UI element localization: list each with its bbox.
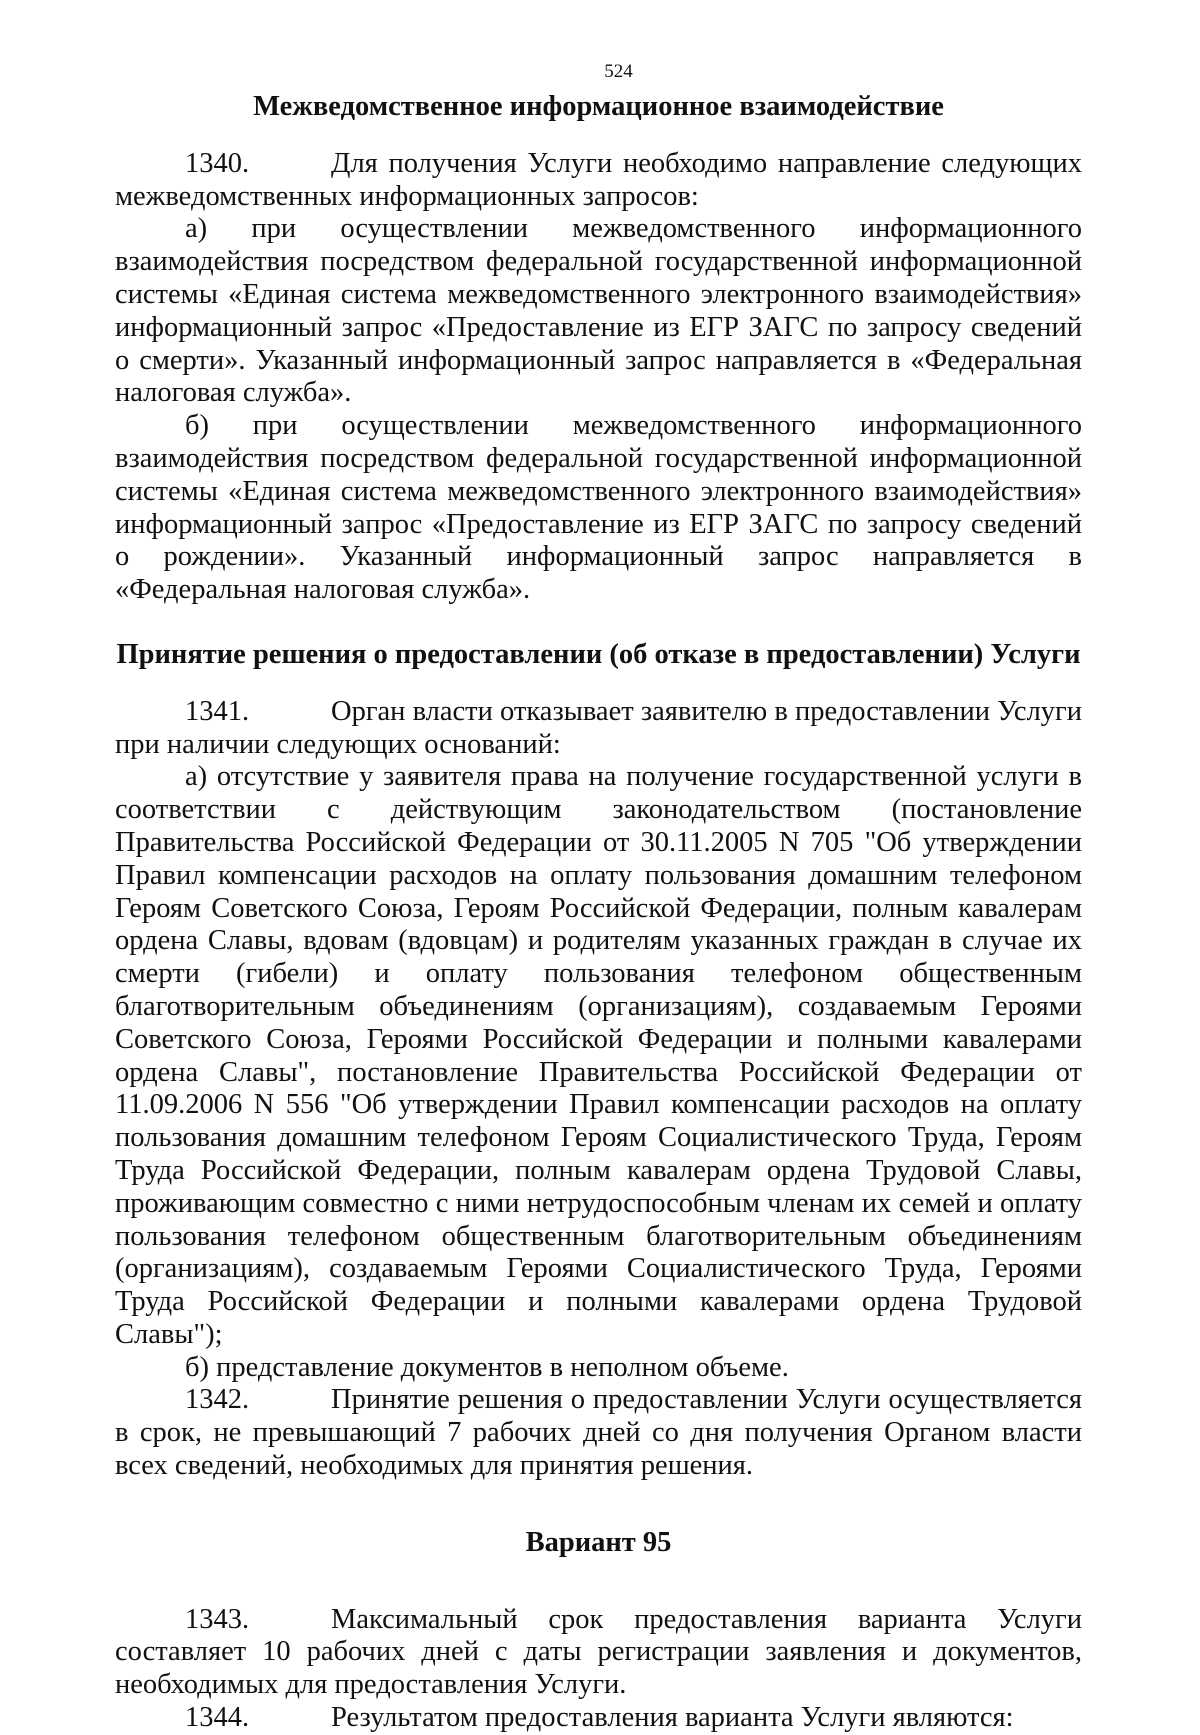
subparagraph-1341-a: а) отсутствие у заявителя права на получение государственной услуги в соответствии с действующим законодательством (постановление Правительства Российской Федерации от 30.11.2005 N 705 "Об утверждении Правил компенсации расходов на оплату пользования домашним телефоном Героям Советского Союза, Героям Российской Федерации, полным кавалерам ордена Славы, вдовам (вдовцам) и родителям указанных граждан в случае их смерти (гибели) и оплату пользования телефоном общественным благотворительным объединениям (организациям), создаваемым Героями Советского Союза, Героями Российской Федерации и полными кавалерами ордена Славы", постановление Правительства Российской Федерации от 11.09.2006 N 556 "Об утверждении Правил компенсации расходов на оплату пользования домашним телефоном Героям Социалистического Труда, Героям Труда Российской Федерации, полным кавалерам ордена Трудовой Славы, проживающим совместно с ними нетрудоспособным членам их семей и оплату пользования телефоном общественным благотворительным объединениям (организациям), создаваемым Героями Социалистического Труда, Героями Труда Российской Федерации и полными кавалерами ордена Трудовой Славы"); (115, 761, 1082, 1350)
subparagraph-1340-b: б) при осуществлении межведомственного информационного взаимодействия посредством федеральной государственной информационной системы «Единая система межведомственного электронного взаимодействия» информационный запрос «Предоставление из ЕГР ЗАГС по запросу сведений о рождении». Указанный информационный запрос направляется в «Федеральная налоговая служба». (115, 410, 1082, 606)
page-number: 524 (604, 61, 633, 82)
paragraph-text: Максимальный срок предоставления варианта Услуги составляет 10 рабочих дней с даты регистрации заявления и документов, необходимых для предоставления Услуги. (115, 1603, 1082, 1701)
paragraph-text: Результатом предоставления варианта Услуги являются: (331, 1702, 1014, 1734)
paragraph-text: Принятие решения о предоставлении Услуги осуществляется в срок, не превышающий 7 рабочих дней со дня получения Органом власти всех сведений, необходимых для принятия решения. (115, 1384, 1082, 1482)
subparagraph-1340-a: а) при осуществлении межведомственного информационного взаимодействия посредством федеральной государственной информационной системы «Единая система межведомственного электронного взаимодействия» информационный запрос «Предоставление из ЕГР ЗАГС по запросу сведений о смерти». Указанный информационный запрос направляется в «Федеральная налоговая служба». (115, 213, 1082, 409)
paragraph-1342 (115, 1384, 1082, 1482)
paragraph-1341 (115, 696, 1082, 762)
paragraph-number: 1342. (185, 1384, 250, 1416)
paragraph-text: Для получения Услуги необходимо направление следующих межведомственных информационных запросов: (115, 147, 1082, 212)
paragraph-number: 1340. (185, 147, 250, 179)
section-heading-variant-95: Вариант 95 (525, 1526, 672, 1558)
subparagraph-1341-b: б) представление документов в неполном объеме. (185, 1351, 789, 1383)
paragraph-1344 (115, 1702, 1082, 1735)
paragraph-1340 (115, 148, 1082, 214)
paragraph-text: Орган власти отказывает заявителю в предоставлении Услуги при наличии следующих оснований: (115, 695, 1082, 760)
document-page (115, 60, 1082, 1735)
section-heading-decision: Принятие решения о предоставлении (об отказе в предоставлении) Услуги (116, 638, 1081, 670)
paragraph-number: 1343. (185, 1603, 250, 1635)
paragraph-number: 1344. (185, 1702, 250, 1734)
section-heading-interagency: Межведомственное информационное взаимодействие (253, 91, 944, 122)
paragraph-number: 1341. (185, 695, 250, 727)
paragraph-1343 (115, 1604, 1082, 1702)
